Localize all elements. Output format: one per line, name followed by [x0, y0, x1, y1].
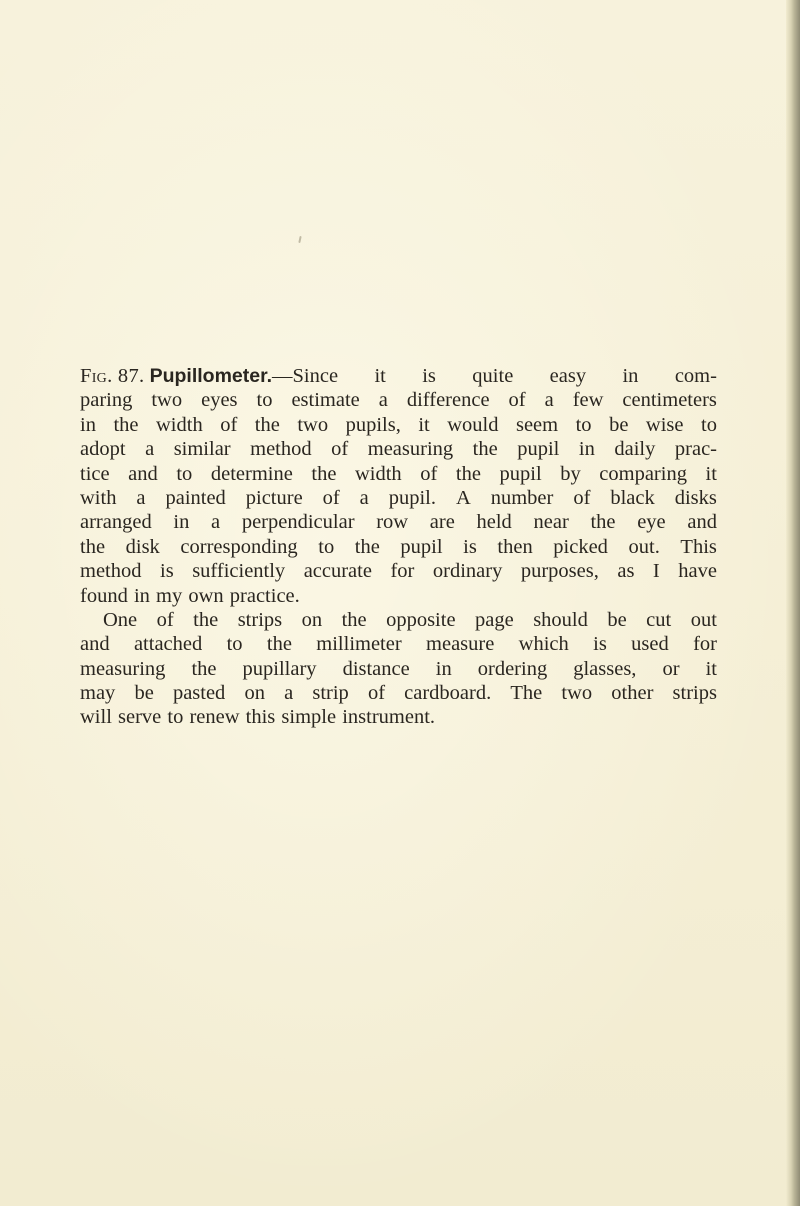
text-line-6: [80, 486, 717, 510]
word: to: [176, 462, 193, 485]
word: the: [254, 413, 280, 436]
text-line-11: [80, 608, 717, 632]
word: This: [680, 535, 717, 558]
page-edge-shadow: [786, 0, 800, 1206]
word: then: [497, 535, 533, 558]
word: strips: [672, 682, 717, 705]
word: determine: [210, 462, 293, 485]
word: of: [331, 438, 349, 461]
word: to: [701, 413, 717, 436]
word: would: [447, 413, 499, 436]
word: is: [463, 535, 477, 558]
word: arranged: [80, 511, 152, 534]
word: similar: [173, 438, 231, 461]
word: pasted: [172, 682, 226, 705]
word: as: [617, 560, 635, 583]
word: the: [191, 657, 217, 680]
section-heading: Pupillometer.: [149, 365, 273, 387]
word: it: [418, 413, 430, 436]
word: A: [455, 486, 471, 509]
paper-speck: [298, 236, 301, 243]
word: ordering: [477, 657, 548, 680]
word: two: [561, 682, 593, 705]
word: wise: [645, 413, 684, 436]
word: the: [455, 462, 481, 485]
word: it: [705, 657, 717, 680]
word: be: [609, 413, 629, 436]
text-line-13: [80, 657, 717, 681]
word: of: [508, 389, 526, 412]
text-line-8: [80, 535, 717, 559]
word: tice: [80, 462, 110, 485]
word: a: [359, 486, 369, 509]
word: black: [610, 486, 655, 509]
word: may: [80, 682, 116, 705]
word: paring: [80, 389, 133, 412]
word: sufficiently: [192, 560, 286, 583]
word: a: [145, 438, 155, 461]
word: be: [134, 682, 154, 705]
word: it: [705, 462, 717, 485]
word: to: [226, 633, 243, 656]
word: have: [678, 560, 717, 583]
word: pupil: [400, 535, 443, 558]
word: in: [173, 511, 190, 534]
word: a: [284, 682, 294, 705]
figure-label: Fig. 87.: [80, 365, 145, 387]
word: number: [490, 486, 554, 509]
word: comparing: [599, 462, 687, 485]
text-line-12: [80, 632, 717, 656]
word: disk: [125, 535, 160, 558]
word: difference: [406, 389, 490, 412]
word: and: [687, 511, 717, 534]
text-line-10: [80, 584, 717, 608]
word: page: [475, 608, 514, 631]
word: width: [354, 462, 402, 485]
word: One: [103, 608, 138, 631]
word: a: [544, 389, 554, 412]
word: ordinary: [432, 560, 503, 583]
word: the: [311, 462, 337, 485]
word: found in my own practice.: [80, 584, 300, 607]
word: picture: [245, 486, 303, 509]
word: pupil: [517, 438, 560, 461]
word: measuring: [80, 657, 166, 680]
word: a: [136, 486, 146, 509]
word: daily: [614, 438, 656, 461]
word: a: [211, 511, 221, 534]
word: the: [341, 608, 367, 631]
word: or: [662, 657, 680, 680]
word: adopt: [80, 438, 126, 461]
text-line-1: [80, 364, 717, 388]
word: it: [374, 365, 386, 387]
word: of: [367, 682, 386, 705]
word: of: [573, 486, 591, 509]
word: the: [266, 633, 292, 656]
word: is: [160, 560, 174, 583]
word: com-: [674, 365, 717, 387]
word: The: [510, 682, 543, 705]
word: used: [631, 633, 669, 656]
word: for: [390, 560, 415, 583]
word: picked: [553, 535, 608, 558]
word: cut: [646, 608, 672, 631]
word: row: [376, 511, 409, 534]
word: eyes: [201, 389, 238, 412]
word: other: [611, 682, 654, 705]
word: I: [652, 560, 660, 583]
word: method: [80, 560, 142, 583]
word: the: [354, 535, 380, 558]
word: be: [607, 608, 627, 631]
word: to: [318, 535, 335, 558]
word: the: [472, 438, 498, 461]
word: of: [220, 413, 238, 436]
word: out.: [628, 535, 660, 558]
word: pupils,: [345, 413, 401, 436]
word: strip: [312, 682, 349, 705]
word: opposite: [386, 608, 456, 631]
word: to: [256, 389, 273, 412]
word: accurate: [303, 560, 372, 583]
word: of: [322, 486, 340, 509]
word: centimeters: [622, 389, 717, 412]
word: in: [578, 438, 595, 461]
text-line-5: [80, 462, 717, 486]
text-line-4: [80, 437, 717, 461]
text-line-7: [80, 510, 717, 534]
word: purposes,: [520, 560, 599, 583]
word: which: [518, 633, 569, 656]
word: strips: [237, 608, 283, 631]
word: the: [590, 511, 616, 534]
text-line-14: [80, 681, 717, 705]
word: to: [575, 413, 592, 436]
word: for: [693, 633, 717, 656]
word: two: [297, 413, 329, 436]
word: will serve to renew this simple instrument.: [80, 706, 436, 729]
word: is: [422, 365, 436, 387]
text-line-3: [80, 413, 717, 437]
word: easy: [549, 365, 587, 387]
word: the: [193, 608, 219, 631]
text-line-2: [80, 388, 717, 412]
word: pupil: [499, 462, 542, 485]
word: in: [80, 413, 96, 436]
word: distance: [342, 657, 410, 680]
word: perpendicular: [241, 511, 355, 534]
word: the: [113, 413, 139, 436]
word: is: [593, 633, 607, 656]
word: held: [476, 511, 512, 534]
word: corresponding: [180, 535, 298, 558]
word: glasses,: [573, 657, 637, 680]
word: cardboard.: [404, 682, 492, 705]
word: of: [420, 462, 438, 485]
word: and: [128, 462, 158, 485]
word: quite: [472, 365, 514, 387]
word: eye: [637, 511, 666, 534]
word: are: [429, 511, 455, 534]
word: on: [244, 682, 265, 705]
word: seem: [515, 413, 559, 436]
word: millimeter: [316, 633, 402, 656]
word: with: [80, 486, 117, 509]
word: a: [378, 389, 388, 412]
word: should: [533, 608, 588, 631]
word: painted: [165, 486, 226, 509]
word: in: [435, 657, 452, 680]
word: pupil.: [388, 486, 437, 509]
word: by: [560, 462, 581, 485]
text-line-9: [80, 559, 717, 583]
word: and: [80, 633, 110, 656]
word: prac-: [674, 438, 717, 461]
word: measure: [426, 633, 495, 656]
word: disks: [674, 486, 717, 509]
word: pupillary: [242, 657, 317, 680]
word: out: [690, 608, 717, 631]
word: on: [301, 608, 323, 631]
word: the: [80, 535, 106, 558]
word: method: [250, 438, 312, 461]
word: attached: [133, 633, 203, 656]
word: near: [533, 511, 569, 534]
text-line-15: [80, 705, 717, 729]
word: —Since: [272, 365, 339, 387]
word: of: [156, 608, 174, 631]
body-text: [80, 364, 717, 730]
word: in: [622, 365, 639, 387]
word: width: [156, 413, 203, 436]
word: few: [572, 389, 604, 412]
word: estimate: [291, 389, 360, 412]
word: two: [151, 389, 183, 412]
figure-label-heading: [80, 364, 338, 388]
word: measuring: [367, 438, 454, 461]
